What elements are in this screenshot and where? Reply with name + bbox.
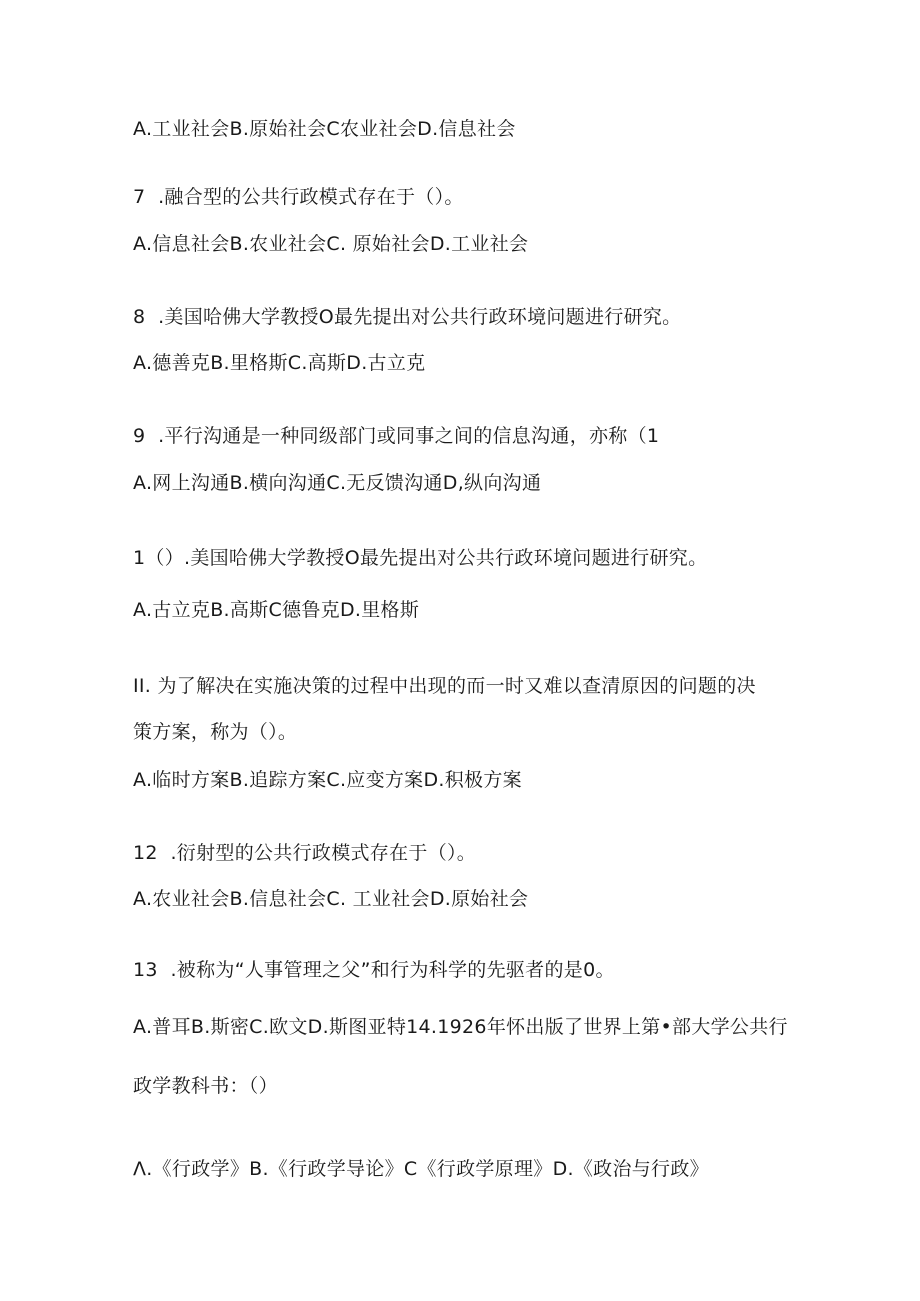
options-q14: Λ.《行政学》B.《行政学导论》C《行政学原理》D.《政治与行政》: [133, 1158, 709, 1180]
options-q10: A.古立克B.高斯C德鲁克D.里格斯: [133, 599, 420, 621]
options-q8: A.德善克B.里格斯C.高斯D.古立克: [133, 352, 426, 374]
question-7: 7 .融合型的公共行政模式存在于（）。: [133, 186, 464, 208]
options-q11: A.临时方案B.追踪方案C.应变方案D.积极方案: [133, 769, 522, 791]
question-10: 1（）.美国哈佛大学教授O最先提出对公共行政环境问题进行研究。: [133, 547, 708, 569]
options-q6: A.工业社会B.原始社会C农业社会D.信息社会: [133, 118, 516, 140]
question-12: 12 .衍射型的公共行政模式存在于（）。: [133, 842, 477, 864]
question-13: 13 .被称为“人事管理之父”和行为科学的先驱者的是0。: [133, 959, 615, 981]
question-11-continued: 策方案，称为（）。: [133, 721, 298, 743]
question-14-continued: 政学教科书：（）: [133, 1075, 278, 1097]
options-q7: A.信息社会B.农业社会C. 原始社会D.工业社会: [133, 233, 529, 255]
options-q9: A.网上沟通B.横向沟通C.无反馈沟通D,纵向沟通: [133, 472, 542, 494]
question-8: 8 .美国哈佛大学教授O最先提出对公共行政环境问题进行研究。: [133, 306, 682, 328]
options-q12: A.农业社会B.信息社会C. 工业社会D.原始社会: [133, 888, 529, 910]
question-11: II. 为了解决在实施决策的过程中出现的而一时又难以查清原因的问题的决: [133, 675, 756, 697]
options-q13-and-question-14: A.普耳B.斯密C.欧文D.斯图亚特14.1926年怀出版了世界上第•部大学公共行: [133, 1016, 788, 1038]
question-9: 9 .平行沟通是一种同级部门或同事之间的信息沟通，亦称（1: [133, 425, 660, 447]
